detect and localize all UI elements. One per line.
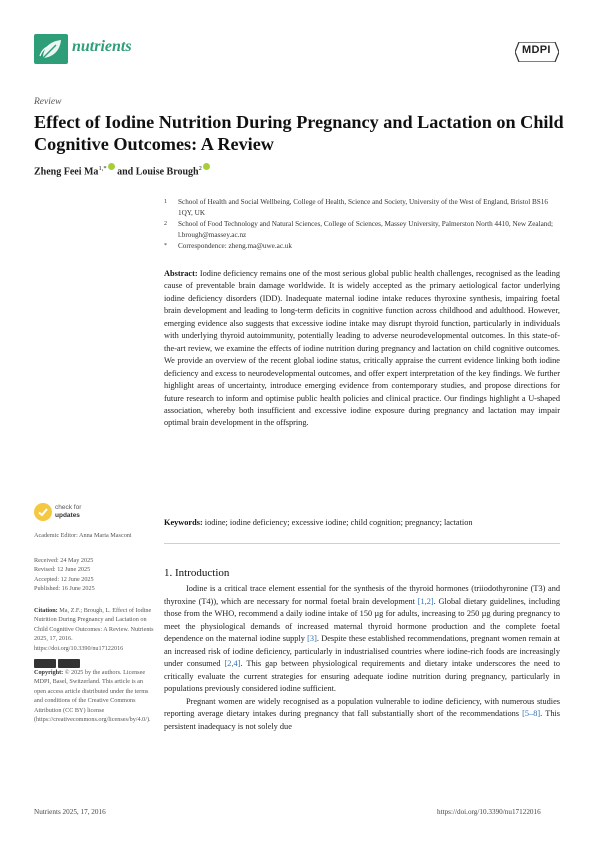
- copyright-text: © 2025 by the authors. Licensee MDPI, Basel, Switzerland. This article is an open access article distributed under the terms and conditions of the Creative Commons Attribution (CC BY) license (https://creativecommons.org/licenses/by/4.0/).: [34, 669, 151, 724]
- check-updates-line: check for: [55, 504, 82, 511]
- paragraph: [164, 696, 560, 734]
- abstract-text: Iodine deficiency remains one of the most serious global public health challenges, recognised as the leading cause of preventable brain damage worldwide. It is widely accepted as the primary aetiological factor underlying iodine deficiency disorders (IDD). Inadequate maternal iodine intake reduces thyroxine synthesis, impairing foetal brain development and leading to long-term deficits in cognitive function across childhood and adulthood. However, emerging evidence also suggests that excessive iodine intake may disrupt thyroid function, particularly in individuals with underlying thyroid autoimmunity, potentially leading to adverse neurodevelopmental outcomes. In this state-of-the-art review, we examine the effects of iodine nutrition during pregnancy and lactation on child cognitive outcomes. We provide an overview of the recent global iodine status, critically appraise the current evidence linking both iodine deficiency and excess to neurodevelopmental outcomes, and offer expert interpretation of the key findings. We further highlight areas of uncertainty, introduce emerging evidence from contemporary studies, and propose directions for future research to inform and optimise public health policies and clinical practice. Our findings highlight a U-shaped association, whereby both insufficient and excessive iodine exposure during pregnancy and lactation may impair optimal brain development in the offspring.: [164, 269, 560, 428]
- article-title: Effect of Iodine Nutrition During Pregnancy and Lactation on Child Cognitive Outcomes: A Review: [34, 112, 564, 154]
- copyright-label: Copyright:: [34, 669, 64, 676]
- author-name[interactable]: Zheng Feei Ma: [34, 166, 99, 178]
- keywords-label: Keywords:: [164, 518, 203, 527]
- check-updates-line: updates: [55, 511, 80, 519]
- affiliation-text: School of Food Technology and Natural Sciences, College of Sciences, Massey University, Palmerston North 4410, New Zealand; l.brough@massey.ac.nz: [178, 220, 553, 239]
- published-date: Published: 16 June 2025: [34, 585, 95, 593]
- paragraph-text: . Global dietary guidelines, including those from the WHO, recommend a daily iodine intake of 150 µg for adults, increasing to 250 µg during pregnancy to meet the physiological demands of increased maternal thyroid hormone production and the complete foetal dependence on the maternal iodine supply: [164, 596, 560, 644]
- section-divider: [164, 543, 560, 544]
- keywords-text: iodine; iodine deficiency; excessive iodine; child cognition; pregnancy; lactation: [204, 518, 473, 527]
- paragraph: [164, 583, 560, 696]
- correspondence-text[interactable]: Correspondence: zheng.ma@uwe.ac.uk: [178, 242, 292, 250]
- article-type: Review: [34, 97, 62, 107]
- paragraph-text: . This persistent inadequacy is not solely due: [164, 709, 560, 732]
- paragraph-text: Pregnant women are widely recognised as a population vulnerable to iodine deficiency, with numerous studies reporting average dietary intakes during pregnancy that fall substantially short of the recommendations: [164, 696, 560, 719]
- footer-journal-ref: Nutrients 2025, 17, 2016: [34, 808, 106, 816]
- received-date: Received: 24 May 2025: [34, 557, 94, 564]
- academic-editor: Academic Editor: Anna Maria Masconi: [34, 532, 132, 539]
- citation-block: [34, 606, 154, 653]
- author-name[interactable]: Louise Brough: [135, 166, 199, 178]
- paragraph-text: Iodine is a critical trace element essential for the synthesis of the thyroid hormones (triiodothyronine (T3) and thyroxine (T4)), which are necessary for normal foetal brain development: [164, 584, 560, 606]
- affiliation-number: 1: [164, 199, 167, 205]
- affiliation-number: *: [164, 243, 167, 249]
- affiliation-text: School of Health and Social Wellbeing, College of Health, Science and Society, University of the West of England, Bristol BS16 1QY, UK: [178, 198, 548, 217]
- revised-date: Revised: 12 June 2025: [34, 566, 91, 574]
- check-updates-icon: [34, 503, 52, 521]
- citation-link[interactable]: [1,2]: [417, 596, 434, 606]
- citation-label: Citation:: [34, 607, 58, 614]
- journal-name[interactable]: nutrients: [72, 38, 132, 55]
- affiliation-item: [164, 197, 564, 219]
- abstract: [164, 268, 560, 430]
- citation-link[interactable]: [3]: [307, 634, 317, 644]
- citation-link[interactable]: [5–8]: [522, 709, 541, 719]
- paragraph-text: . This gap between physiological requirements and dietary intake underscores the need to critically evaluate the current strategies for ensuring adequate iodine nutrition during pregnancy, particularly in populations previously considered iodine sufficient.: [164, 659, 560, 694]
- dates-block: [34, 556, 154, 594]
- copyright-block: [34, 658, 154, 724]
- accepted-date: Accepted: 12 June 2025: [34, 575, 94, 583]
- footer-doi-link[interactable]: https://doi.org/10.3390/nu17122016: [437, 808, 541, 816]
- section-heading: 1. Introduction: [164, 567, 230, 579]
- introduction-body: [164, 583, 560, 734]
- author-affiliation-marker: 1,*: [98, 165, 107, 172]
- affiliation-item: [164, 219, 564, 241]
- affiliation-item: [164, 241, 564, 252]
- paragraph-text: . Despite these established recommendations, pregnant women remain at an increased risk of iodine deficiency, particularly in industrialised countries where iodine-rich foods are increasingly under consumed: [164, 634, 560, 669]
- affiliation-number: 2: [164, 221, 167, 227]
- orcid-icon[interactable]: [203, 163, 210, 170]
- journal-logo: [34, 34, 68, 64]
- leaf-icon: [34, 34, 68, 64]
- keywords: [164, 517, 560, 529]
- citation-text[interactable]: Ma, Z.F.; Brough, L. Effect of Iodine Nutrition During Pregnancy and Lactation on Child Cognitive Outcomes: A Review. Nutrients 2025, 17, 2016. https://doi.org/10.3390/nu17122016: [34, 607, 154, 652]
- author-line: [34, 163, 210, 177]
- orcid-icon[interactable]: [108, 163, 115, 170]
- affiliations: [164, 197, 564, 252]
- cc-by-icon[interactable]: [34, 659, 154, 668]
- check-updates-text: [55, 504, 81, 519]
- abstract-label: Abstract:: [164, 269, 198, 278]
- author-separator: and: [117, 166, 134, 178]
- author-affiliation-marker: 2: [198, 165, 202, 172]
- citation-link[interactable]: [2,4]: [224, 659, 241, 669]
- publisher-logo[interactable]: MDPI: [522, 44, 551, 56]
